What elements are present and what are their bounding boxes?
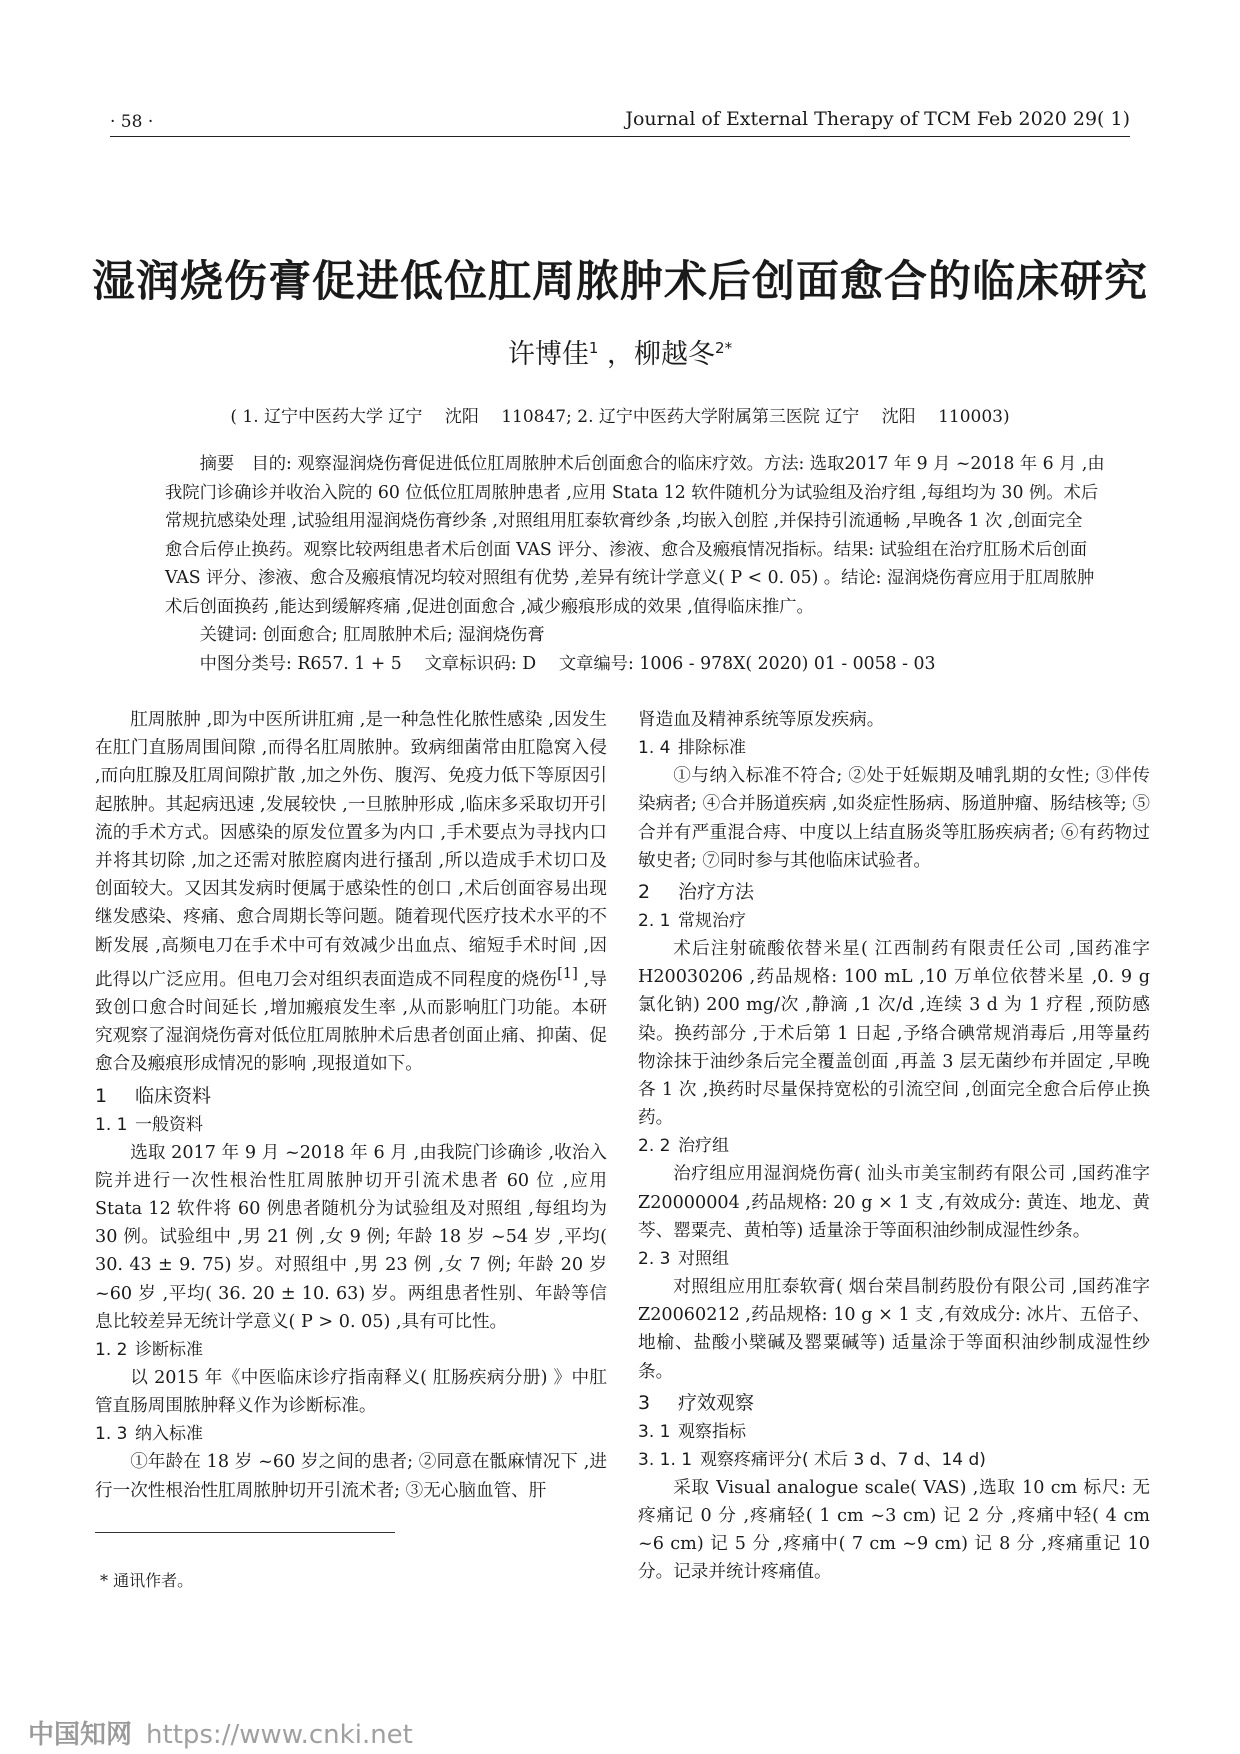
abstract-line: VAS 评分、渗液、愈合及瘢痕情况均较对照组有优势 ,差异有统计学意义( P < 0. 05) 。结论: 湿润烧伤膏应用于肛周脓肿 <box>165 568 1095 588</box>
page-number: · 58 · <box>110 112 154 132</box>
author-separator: ， <box>598 339 635 370</box>
section-1-4-text: ①与纳入标准不符合; ②处于妊娠期及哺乳期的女性; ③伴传染病者; ④合并肠道疾病 ,如炎症性肠病、肠道肿瘤、肠结核等; ⑤合并有严重混合痔、中度以上结直肠炎等肛肠疾病者; ⑥有药物过敏史者; ⑦同时参与其他临床试验者。 <box>638 766 1150 871</box>
left-column <box>95 706 607 1505</box>
section-3-1-1-text: 采取 Visual analogue scale( VAS) ,选取 10 cm 标尺: 无疼痛记 0 分 ,疼痛轻( 1 cm ~3 cm) 记 2 分 ,疼痛中轻( 4 cm ~6 cm) 记 5 分 ,疼痛中( 7 cm ~9 cm) 记 8 分 ,疼痛重记 10 分。记录并统计疼痛值。 <box>638 1477 1150 1583</box>
section-2-2-heading: 2. 2 治疗组 <box>638 1136 729 1157</box>
section-2-1-text: 术后注射硫酸依替米星( 江西制药有限责任公司 ,国药准字 H20030206 ,药品规格: 100 mL ,10 万单位依替米星 ,0. 9 g 氯化钠) 200 mg/次 ,静滴 ,1 次/d ,连续 3 d 为 1 疗程 ,预防感染。换药部分 ,于术后第 1 日起 ,予络合碘常规消毒后 ,用等量药物涂抹于油纱条后完全覆盖创面 ,再盖 3 层无菌纱布并固定 ,早晚各 1 次 ,换药时尽量保持宽松的引流空间 ,创面完全愈合后停止换药。 <box>638 939 1150 1129</box>
section-1-3-text: ①年龄在 18 岁 ~60 岁之间的患者; ②同意在骶麻情况下 ,进行一次性根治性肛周脓肿切开引流术者; ③无心脑血管、肝 <box>95 1452 607 1501</box>
section-1-2-heading: 1. 2 诊断标准 <box>95 1339 203 1360</box>
section-1-1-heading: 1. 1 一般资料 <box>95 1114 203 1135</box>
author-2-mark: 2* <box>715 339 733 357</box>
section-3-1-1-heading: 3. 1. 1 观察疼痛评分( 术后 3 d、7 d、14 d) <box>638 1449 986 1470</box>
author-1: 许博佳 <box>507 339 589 370</box>
section-2-2-text: 治疗组应用湿润烧伤膏( 汕头市美宝制药有限公司 ,国药准字 Z20000004 ,药品规格: 20 g × 1 支 ,有效成分: 黄连、地龙、黄芩、罂粟壳、黄柏等) 适量涂于等面积油纱制成湿性纱条。 <box>638 1164 1150 1241</box>
abstract-line: 愈合后停止换药。观察比较两组患者术后创面 VAS 评分、渗液、愈合及瘢痕情况指标。结果: 试验组在治疗肛肠术后创面 <box>165 539 1087 560</box>
section-2-heading: 2 治疗方法 <box>638 881 755 904</box>
citation-ref[interactable]: [1] <box>557 964 578 982</box>
cnki-watermark <box>28 1714 413 1751</box>
section-2-3-heading: 2. 3 对照组 <box>638 1249 729 1270</box>
section-2-3-text: 对照组应用肛泰软膏( 烟台荣昌制药股份有限公司 ,国药准字 Z20060212 ,药品规格: 10 g × 1 支 ,有效成分: 冰片、五倍子、地榆、盐酸小檗碱及罂粟碱等) 适量涂于等面积油纱制成湿性纱条。 <box>638 1277 1150 1382</box>
header-rule <box>110 136 1130 137</box>
section-1-2-text: 以 2015 年《中医临床诊疗指南释义( 肛肠疾病分册) 》中肛管直肠周围脓肿释义作为诊断标准。 <box>95 1367 607 1417</box>
section-2-1-heading: 2. 1 常规治疗 <box>638 911 746 932</box>
abstract-line: 摘要 目的: 观察湿润烧伤膏促进低位肛周脓肿术后创面愈合的临床疗效。方法: 选取2017 年 9 月 ~2018 年 6 月 ,由 <box>199 454 1105 474</box>
keywords: 关键词: 创面愈合; 肛周脓肿术后; 湿润烧伤膏 <box>199 625 545 645</box>
abstract-line: 我院门诊确诊并收治入院的 60 位低位肛周脓肿患者 ,应用 Stata 12 软件随机分为试验组及治疗组 ,每组均为 30 例。术后 <box>165 482 1099 503</box>
authors <box>0 332 1240 371</box>
section-1-3-heading: 1. 3 纳入标准 <box>95 1424 203 1445</box>
abstract-line: 常规抗感染处理 ,试验组用湿润烧伤膏纱条 ,对照组用肛泰软膏纱条 ,均嵌入创腔 ,并保持引流通畅 ,早晚各 1 次 ,创面完全 <box>165 511 1083 531</box>
footnote-rule <box>95 1532 395 1533</box>
abstract <box>165 450 1110 678</box>
journal-header: Journal of External Therapy of TCM Feb 2020 29( 1) <box>625 108 1130 130</box>
section-1-heading: 1 临床资料 <box>95 1084 212 1107</box>
continued-text: 肾造血及精神系统等原发疾病。 <box>638 710 885 730</box>
watermark-brand: 中国知网 <box>28 1720 133 1750</box>
author-2: 柳越冬 <box>634 339 716 370</box>
author-1-mark: 1 <box>588 339 599 357</box>
intro-paragraph: 肛周脓肿 ,即为中医所讲肛痈 ,是一种急性化脓性感染 ,因发生在肛门直肠周围间隙 ,而得名肛周脓肿。致病细菌常由肛隐窝入侵 ,而向肛腺及肛周间隙扩散 ,加之外伤、腹泻、免疫力低下等原因引起脓肿。其起病迅速 ,发展较快 ,一旦脓肿形成 ,临床多采取切开引流的手术方式。因感染的原发位置多为内口 ,手术要点为寻找内口并将其切除 ,加之还需对脓腔腐肉进行搔刮 ,所以造成手术切口及创面较大。又因其发病时便属于感染性的创口 ,术后创面容易出现继发感染、疼痛、愈合周期长等问题。随着现代医疗技术水平的不断发展 ,高频电刀在手术中可有效减少出血点、缩短手术时间 ,因此得以广泛应用。但电刀会对组织表面造成不同程度的烧伤[1] ,导致创口愈合时间延长 ,增加瘢痕发生率 ,从而影响肛门功能。本研究观察了湿润烧伤膏对低位肛周脓肿术后患者创面止痛、抑菌、促愈合及瘢痕形成情况的影响 ,现报道如下。 <box>95 710 607 1075</box>
section-1-4-heading: 1. 4 排除标准 <box>638 738 746 759</box>
watermark-url[interactable]: https://www.cnki.net <box>146 1720 413 1750</box>
classification: 中图分类号: R657. 1 + 5 文章标识码: D 文章编号: 1006 - 978X( 2020) 01 - 0058 - 03 <box>199 653 936 674</box>
right-column <box>638 706 1150 1587</box>
section-3-1-heading: 3. 1 观察指标 <box>638 1421 746 1442</box>
footnote: * 通讯作者。 <box>100 1571 194 1590</box>
section-3-heading: 3 疗效观察 <box>638 1391 755 1414</box>
abstract-line: 术后创面换药 ,能达到缓解疼痛 ,促进创面愈合 ,减少瘢痕形成的效果 ,值得临床推广。 <box>165 596 814 617</box>
affiliation: ( 1. 辽宁中医药大学 辽宁 沈阳 110847; 2. 辽宁中医药大学附属第三医院 辽宁 沈阳 110003) <box>230 407 1010 427</box>
paper-title: 湿润烧伤膏促进低位肛周脓肿术后创面愈合的临床研究 <box>92 257 1148 307</box>
section-1-1-text: 选取 2017 年 9 月 ~2018 年 6 月 ,由我院门诊确诊 ,收治入院并进行一次性根治性肛周脓肿切开引流术患者 60 位 ,应用 Stata 12 软件将 60 例患者随机分为试验组及对照组 ,每组均为 30 例。试验组中 ,男 21 例 ,女 9 例; 年龄 18 岁 ~54 岁 ,平均( 30. 43 ± 9. 75) 岁。对照组中 ,男 23 例 ,女 7 例; 年龄 20 岁 ~60 岁 ,平均( 36. 20 ± 10. 63) 岁。两组患者性别、年龄等信息比较差异无统计学意义( P > 0. 05) ,具有可比性。 <box>95 1142 607 1332</box>
